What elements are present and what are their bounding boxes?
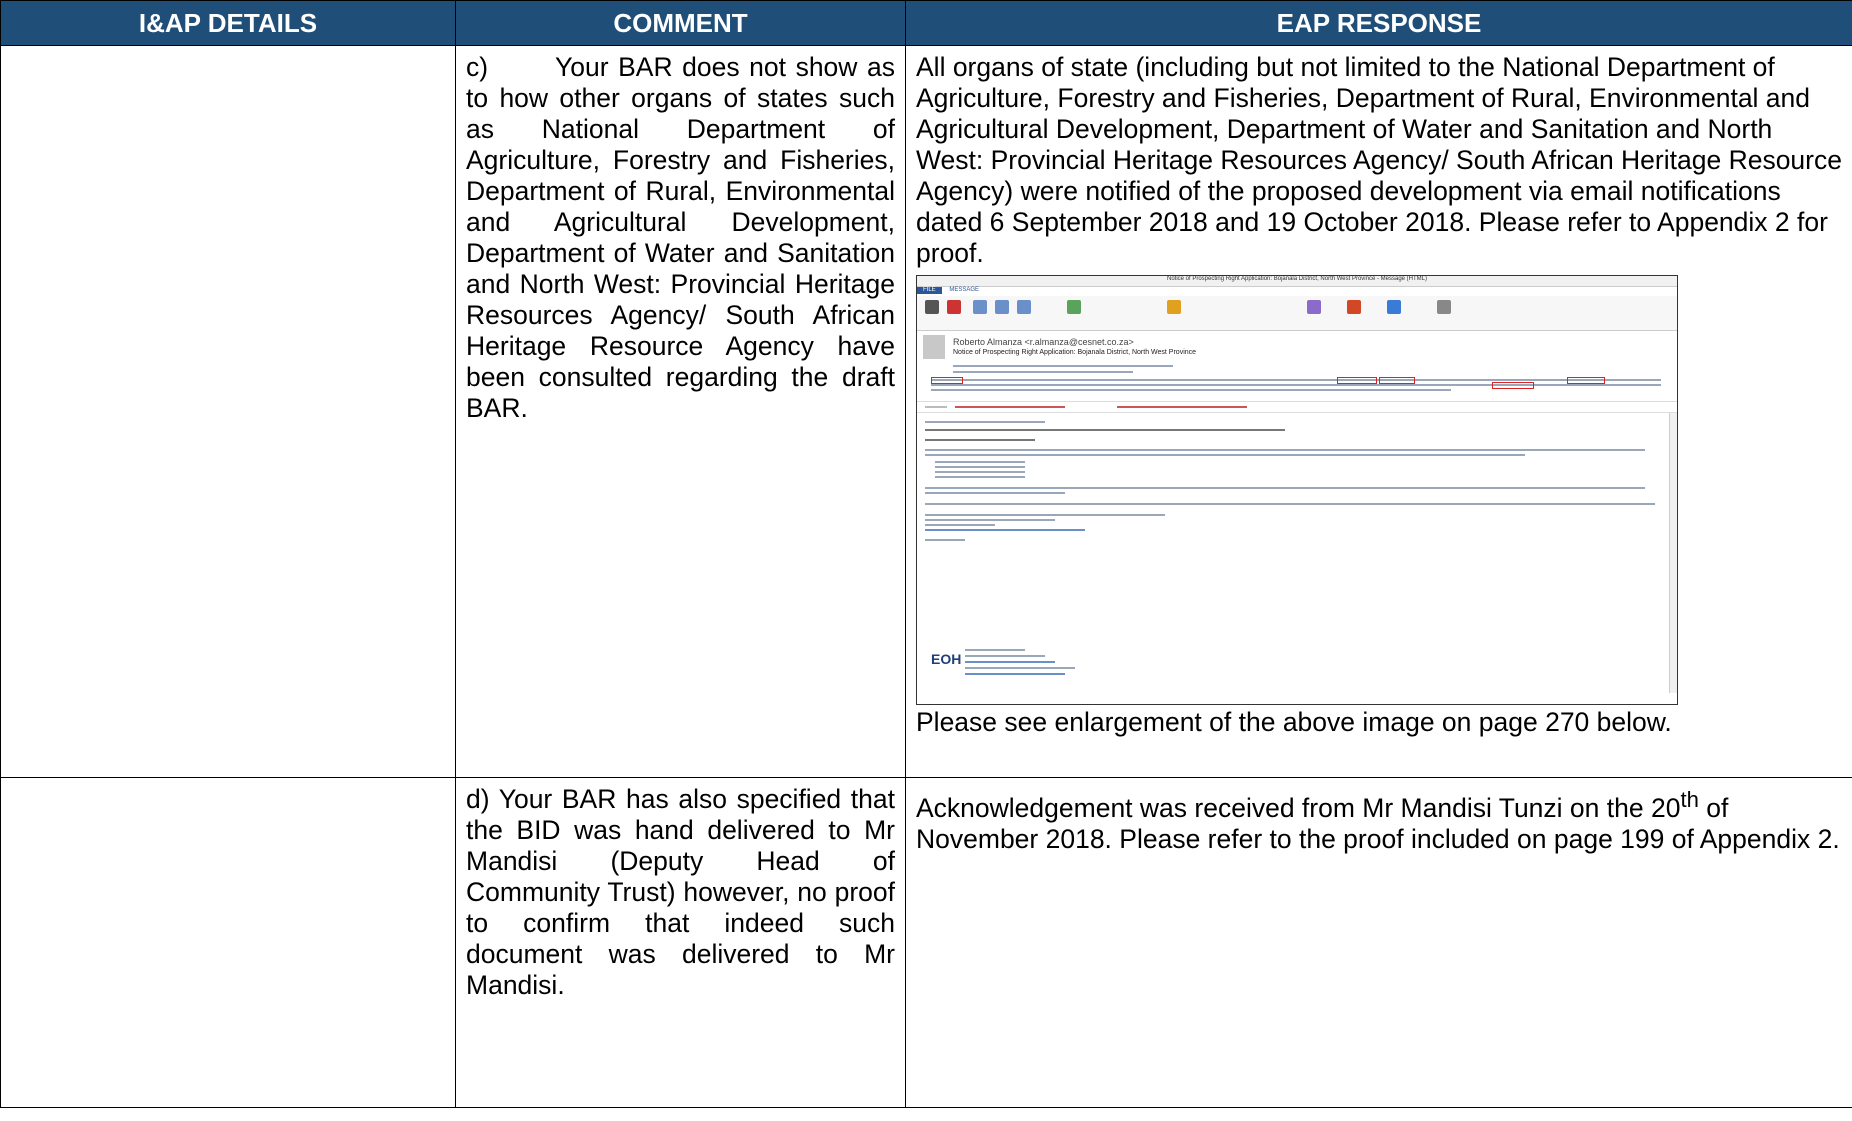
email-body-line (925, 529, 1085, 531)
email-bcc-line (931, 379, 1661, 381)
email-body-line (925, 487, 1645, 489)
response-cell (906, 46, 1852, 778)
attachment-bid (1117, 406, 1247, 408)
response-text-cont: of November 2018. Please refer to the proof included on page 199 of Appendix 2. (916, 792, 1840, 854)
email-attachments (917, 402, 1677, 413)
signature-line (965, 673, 1065, 675)
email-body-line (925, 524, 995, 526)
tags-icon (1347, 300, 1361, 314)
email-body-line (935, 466, 1025, 468)
signature-line (965, 649, 1025, 651)
iap-details-cell (1, 46, 456, 778)
ordinal-suffix: th (1680, 787, 1699, 812)
response-text: Acknowledgement was received from Mr Mandisi Tunzi on the 20 (916, 792, 1681, 823)
email-header (917, 331, 1677, 402)
header-eap-response: EAP RESPONSE (906, 1, 1852, 46)
email-sender: Roberto Almanza <r.almanza@cesnet.co.za> (953, 337, 1134, 347)
email-body-line (935, 476, 1025, 478)
zoom-icon (1437, 300, 1451, 314)
header-iap-details: I&AP DETAILS (1, 1, 456, 46)
email-window-title: Notice of Prospecting Right Application: Bojanala District, North West Province - Message (HTML) (917, 276, 1677, 287)
signature-line (965, 661, 1055, 663)
attachment-letter (955, 406, 1065, 408)
email-body-line (925, 439, 1035, 441)
highlight-box (1337, 377, 1377, 384)
forward-icon (1017, 300, 1031, 314)
quick-steps-icon (1167, 300, 1181, 314)
eoh-logo: EOH (931, 651, 962, 667)
highlight-box (1492, 382, 1534, 389)
highlight-box (931, 377, 963, 384)
email-body-line (925, 454, 1525, 456)
email-tab-file: FILE (917, 287, 942, 294)
email-body-line (925, 539, 965, 541)
response-text: All organs of state (including but not limited to the National Department of Agriculture, Forestry and Fisheries, Department of Rural, Environmental and Agricultural Development, Department of Water and Sanitation and North West: Provincial Heritage Resources Agency/ South African Heritage Resource Agency) were notified of the proposed development via email notifications dated 6 September 2018 and 19 October 2018. Please refer to Appendix 2 for proof. (916, 52, 1842, 268)
email-body-line (925, 519, 1055, 521)
table-row (1, 778, 1852, 1108)
email-body-line (925, 421, 1045, 423)
comment-cell: c) Your BAR does not show as to how other organs of states such as National Department of Agriculture, Forestry and Fisheries, Department of Rural, Environmental and Agricultural Development, Department of Water and Sanitation and North West: Provincial Heritage Resources Agency/ South African Heritage Resource Agency have been consulted regarding the draft BAR. (456, 46, 906, 778)
email-body-line (925, 503, 1655, 505)
email-body-line (925, 449, 1645, 451)
response-after-image: Please see enlargement of the above image on page 270 below. (916, 707, 1672, 737)
signature-line (965, 667, 1075, 669)
delete-icon (947, 300, 961, 314)
response-cell (906, 778, 1852, 1108)
table-row (1, 46, 1852, 778)
email-to-line (953, 365, 1173, 367)
ignore-icon (925, 300, 939, 314)
email-body-line (935, 461, 1025, 463)
highlight-box (1567, 377, 1605, 384)
reply-all-icon (995, 300, 1009, 314)
email-body (917, 413, 1677, 693)
email-body-line (935, 471, 1025, 473)
iap-details-cell (1, 778, 456, 1108)
email-subject: Notice of Prospecting Right Application: Bojanala District, North West Province (953, 349, 1197, 356)
highlight-box (1379, 377, 1415, 384)
email-screenshot-image (916, 275, 1678, 705)
meeting-icon (1067, 300, 1081, 314)
email-ribbon-tabs (917, 287, 1677, 296)
email-ribbon (917, 296, 1677, 331)
header-row (1, 1, 1852, 46)
move-icon (1307, 300, 1321, 314)
signature-line (965, 655, 1045, 657)
email-bcc-line (931, 384, 1661, 386)
reply-icon (973, 300, 987, 314)
email-body-line (925, 492, 1065, 494)
email-body-line (925, 429, 1285, 431)
email-cc-line (953, 371, 1133, 373)
sender-avatar (923, 335, 945, 359)
email-bcc-line (931, 389, 1451, 391)
email-body-line (925, 514, 1165, 516)
comment-cell: d) Your BAR has also specified that the BID was hand delivered to Mr Mandisi (Deputy Head of Community Trust) however, no proof to confirm that indeed such document was delivered to Mr Mandisi. (456, 778, 906, 1108)
header-comment: COMMENT (456, 1, 906, 46)
email-scrollbar (1669, 413, 1677, 693)
email-tab-message: MESSAGE (943, 287, 985, 294)
find-icon (1387, 300, 1401, 314)
attachment-message (925, 406, 947, 408)
